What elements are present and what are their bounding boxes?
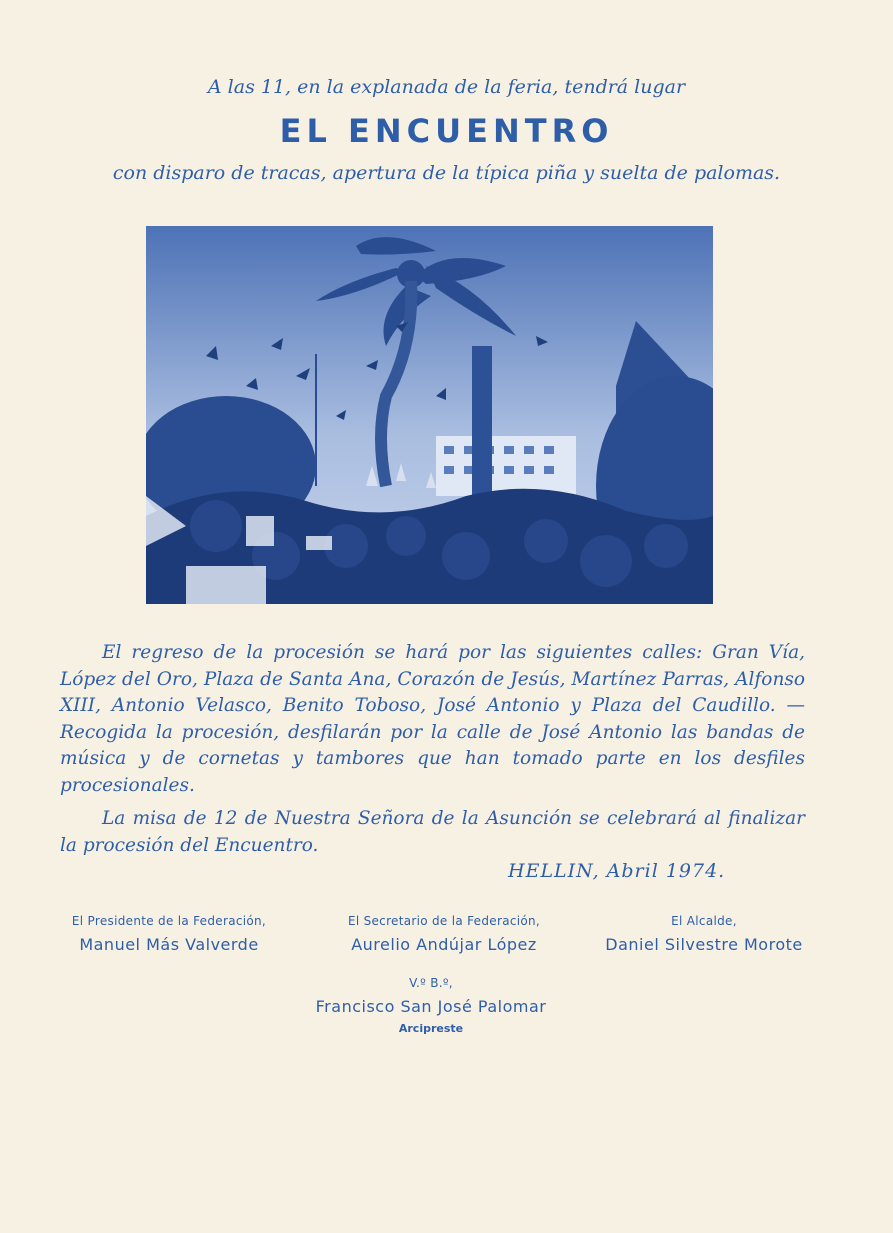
event-title: EL ENCUENTRO <box>279 112 614 150</box>
signature-role: El Alcalde, <box>671 914 737 928</box>
signature-president <box>58 914 280 954</box>
signature-role: El Presidente de la Federación, <box>71 914 267 928</box>
signature-name: Aurelio Andújar López <box>351 935 537 954</box>
approval-title: Arcipreste <box>398 1022 464 1035</box>
signature-approval <box>296 976 566 1035</box>
encuentro-photo <box>146 226 713 604</box>
intro-line: A las 11, en la explanada de la feria, tendrá lugar <box>207 76 686 98</box>
mass-paragraph: La misa de 12 de Nuestra Señora de la Asunción se celebrará al finalizar la procesión del Encuentro. <box>60 808 805 856</box>
signature-name: Manuel Más Valverde <box>79 935 259 954</box>
dateline: HELLIN, Abril 1974. <box>508 860 726 882</box>
route-paragraph: El regreso de la procesión se hará por las siguientes calles: Gran Vía, López del Oro, Plaza de Santa Ana, Corazón de Jesús, Martínez Parras, Alfonso XIII, Antonio Velasco, Benito Toboso, José Antonio y Plaza del Caudillo. — Recogida la procesión, desfilarán por la calle de José Antonio las bandas de música y de cornetas y tambores que han tomado parte en los desfiles procesionales. <box>60 642 805 796</box>
signature-name: Daniel Silvestre Morote <box>605 935 803 954</box>
approval-name: Francisco San José Palomar <box>315 997 547 1016</box>
approval-label: V.º B.º, <box>409 976 453 990</box>
signature-mayor <box>600 914 808 954</box>
photo-illustration <box>146 226 713 604</box>
signature-secretary <box>328 914 560 954</box>
signature-role: El Secretario de la Federación, <box>347 914 541 928</box>
intro-subline: con disparo de tracas, apertura de la típica piña y suelta de palomas. <box>112 162 781 184</box>
